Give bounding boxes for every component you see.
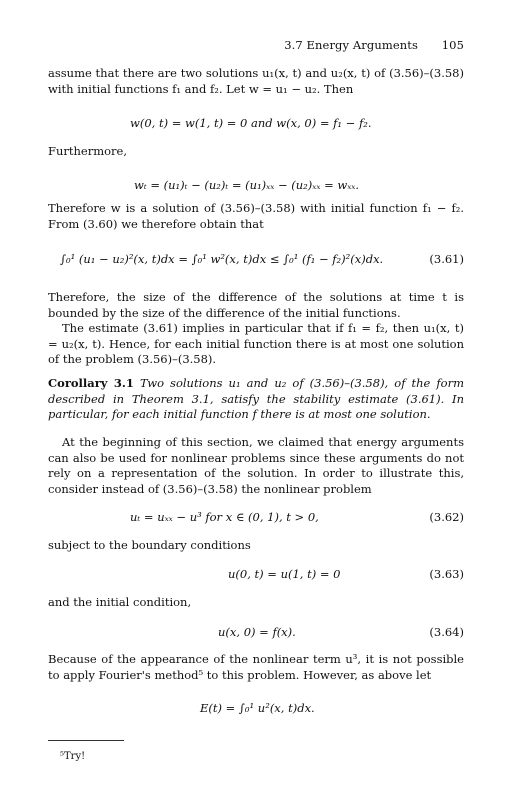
- equation-number: (3.64): [429, 625, 464, 639]
- paragraph: Therefore w is a solution of (3.56)–(3.58) with initial function f₁ − f₂. From (3.60) we therefore obtain that: [48, 201, 464, 231]
- equation-text: E(t) = ∫₀¹ u²(x, t)dx.: [200, 701, 315, 715]
- equation-text: u(0, t) = u(1, t) = 0: [228, 567, 341, 581]
- paragraph: The estimate (3.61) implies in particular that if f₁ = f₂, then u₁(x, t) = u₂(x, t). Hence, for each initial function there is at most one solution of the problem (3.56)–(3.58).: [48, 321, 464, 366]
- paragraph: Therefore, the size of the difference of the solutions at time t is bounded by the size of the difference of the initial functions.: [48, 290, 464, 320]
- corollary-text: Two solutions u₁ and u₂ of (3.56)–(3.58), of the form described in Theorem 3.1, satisfy the stability estimate (3.61). In particular, for each initial function f there is at most one solution.: [48, 376, 464, 421]
- footnote-rule: [48, 740, 124, 741]
- paragraph: assume that there are two solutions u₁(x, t) and u₂(x, t) of (3.56)–(3.58) with initial functions f₁ and f₂. Let w = u₁ − u₂. Then: [48, 66, 464, 96]
- page-number: 105: [441, 38, 464, 52]
- paragraph: At the beginning of this section, we claimed that energy arguments can also be used for nonlinear problems since these arguments do not rely on a representation of the solution. In order to illustrate this, consider instead of (3.56)–(3.58) the nonlinear problem: [48, 435, 464, 496]
- equation-text: ∫₀¹ (u₁ − u₂)²(x, t)dx = ∫₀¹ w²(x, t)dx ≤ ∫₀¹ (f₁ − f₂)²(x)dx.: [60, 252, 384, 266]
- section-title: 3.7 Energy Arguments: [284, 38, 418, 52]
- corollary: [48, 376, 464, 423]
- equation-text: w(0, t) = w(1, t) = 0 and w(x, 0) = f₁ − f₂.: [130, 116, 372, 130]
- footnote: ⁵Try!: [60, 751, 86, 762]
- equation-text: u(x, 0) = f(x).: [218, 625, 296, 639]
- equation-number: (3.63): [429, 567, 464, 581]
- running-header: [284, 38, 464, 52]
- equation-text: wₜ = (u₁)ₜ − (u₂)ₜ = (u₁)ₓₓ − (u₂)ₓₓ = wₓₓ.: [134, 178, 360, 192]
- equation-text: uₜ = uₓₓ − u³ for x ∈ (0, 1), t > 0,: [130, 510, 319, 524]
- paragraph: subject to the boundary conditions: [48, 538, 251, 552]
- corollary-label: Corollary 3.1: [48, 376, 134, 390]
- paragraph: and the initial condition,: [48, 595, 192, 609]
- paragraph: Because of the appearance of the nonlinear term u³, it is not possible to apply Fourier's method⁵ to this problem. However, as above let: [48, 652, 464, 682]
- paragraph: Furthermore,: [48, 144, 128, 158]
- equation-number: (3.61): [429, 252, 464, 266]
- equation-number: (3.62): [429, 510, 464, 524]
